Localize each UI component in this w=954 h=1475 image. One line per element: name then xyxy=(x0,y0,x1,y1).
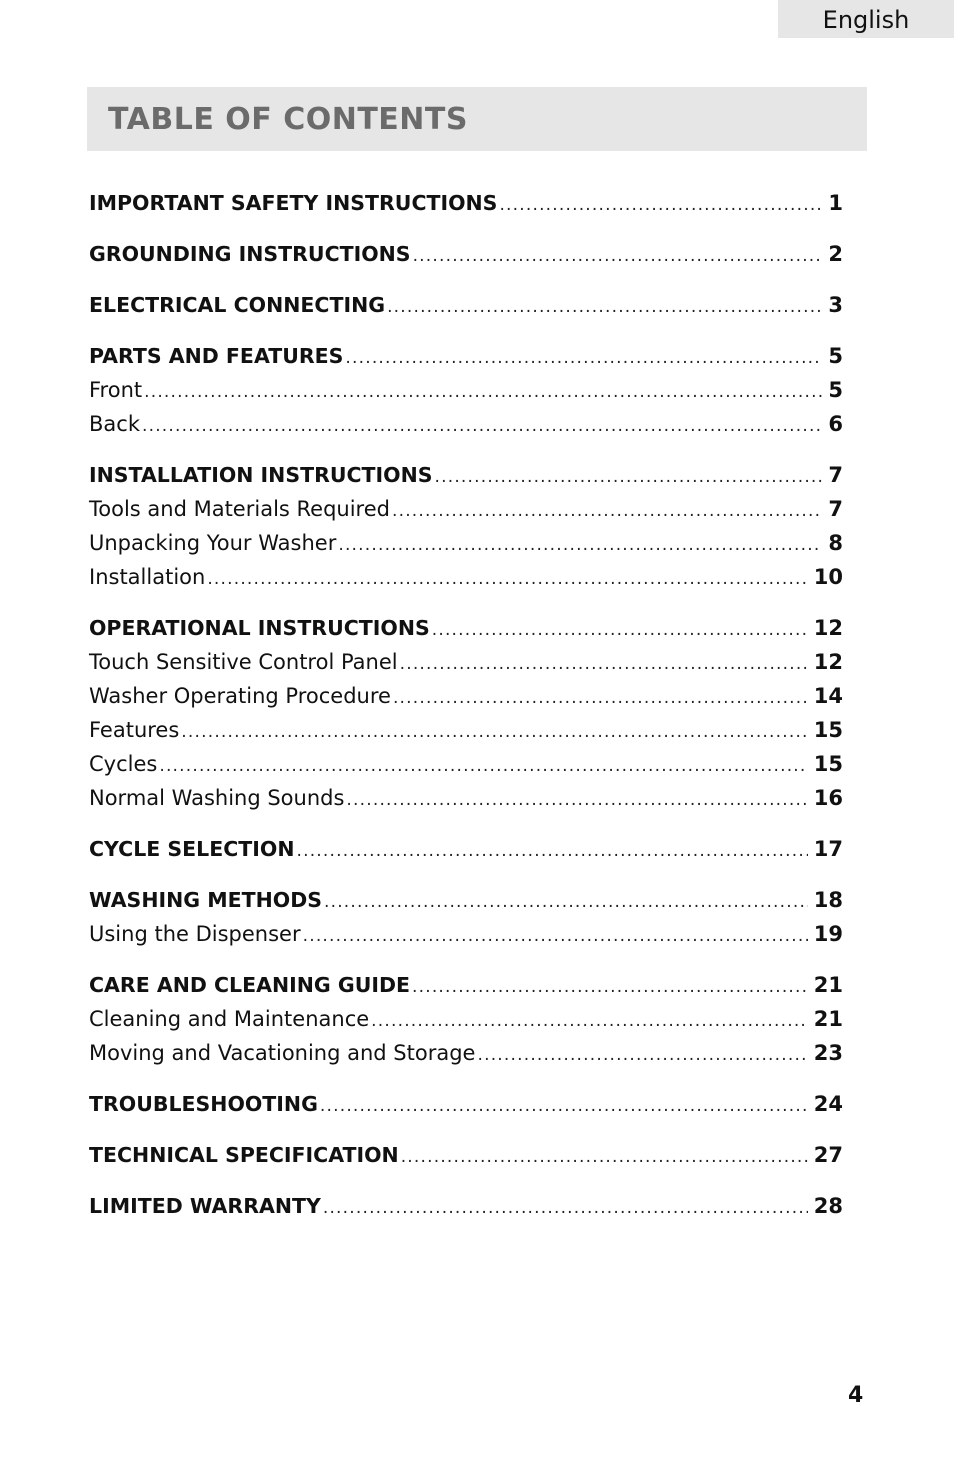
page-number: 4 xyxy=(848,1383,864,1408)
toc-entry-page: 24 xyxy=(813,1092,843,1116)
toc-entry-page: 21 xyxy=(813,1007,843,1031)
toc-entry-title: Installation xyxy=(89,565,206,589)
table-of-contents xyxy=(89,186,843,1240)
toc-entry-page: 7 xyxy=(828,463,843,487)
toc-section xyxy=(89,1138,843,1172)
dot-leader xyxy=(499,188,822,222)
toc-subentry[interactable] xyxy=(89,492,843,526)
toc-entry-title: Normal Washing Sounds xyxy=(89,786,345,810)
toc-entry-page: 6 xyxy=(828,412,843,436)
toc-entry-page: 16 xyxy=(813,786,843,810)
toc-entry-page: 5 xyxy=(828,344,843,368)
dot-leader xyxy=(324,885,808,919)
toc-entry-title: Unpacking Your Washer xyxy=(89,531,337,555)
dot-leader xyxy=(401,1140,808,1174)
toc-entry-page: 14 xyxy=(813,684,843,708)
toc-entry-page: 15 xyxy=(813,718,843,742)
toc-section-heading[interactable] xyxy=(89,968,843,1002)
toc-entry-title: OPERATIONAL INSTRUCTIONS xyxy=(89,616,430,640)
toc-section xyxy=(89,237,843,271)
toc-section-heading[interactable] xyxy=(89,339,843,373)
dot-leader xyxy=(296,834,807,868)
page-title: TABLE OF CONTENTS xyxy=(108,102,468,137)
toc-subentry[interactable] xyxy=(89,526,843,560)
toc-entry-title: Features xyxy=(89,718,180,742)
toc-section xyxy=(89,1189,843,1223)
toc-subentry[interactable] xyxy=(89,781,843,815)
toc-entry-page: 19 xyxy=(813,922,843,946)
toc-entry-title: LIMITED WARRANTY xyxy=(89,1194,321,1218)
toc-entry-title: TECHNICAL SPECIFICATION xyxy=(89,1143,399,1167)
toc-subentry[interactable] xyxy=(89,1036,843,1070)
dot-leader xyxy=(393,681,808,715)
toc-entry-page: 8 xyxy=(828,531,843,555)
toc-entry-page: 10 xyxy=(813,565,843,589)
toc-subentry[interactable] xyxy=(89,373,843,407)
toc-section xyxy=(89,458,843,594)
toc-entry-title: Front xyxy=(89,378,143,402)
dot-leader xyxy=(435,460,823,494)
toc-entry-page: 2 xyxy=(828,242,843,266)
toc-subentry[interactable] xyxy=(89,645,843,679)
toc-entry-title: TROUBLESHOOTING xyxy=(89,1092,318,1116)
dot-leader xyxy=(432,613,808,647)
toc-section-heading[interactable] xyxy=(89,611,843,645)
toc-section xyxy=(89,832,843,866)
toc-entry-title: Cleaning and Maintenance xyxy=(89,1007,370,1031)
dot-leader xyxy=(159,749,807,783)
toc-subentry[interactable] xyxy=(89,747,843,781)
dot-leader xyxy=(303,919,808,953)
dot-leader xyxy=(371,1004,808,1038)
toc-section xyxy=(89,1087,843,1121)
language-tab: English xyxy=(778,0,954,38)
dot-leader xyxy=(412,970,808,1004)
toc-entry-page: 21 xyxy=(813,973,843,997)
dot-leader xyxy=(392,494,822,528)
dot-leader xyxy=(207,562,807,596)
toc-entry-title: Using the Dispenser xyxy=(89,922,301,946)
toc-entry-page: 15 xyxy=(813,752,843,776)
toc-subentry[interactable] xyxy=(89,713,843,747)
toc-entry-page: 3 xyxy=(828,293,843,317)
toc-entry-page: 17 xyxy=(813,837,843,861)
dot-leader xyxy=(413,239,823,273)
dot-leader xyxy=(477,1038,807,1072)
dot-leader xyxy=(400,647,808,681)
toc-entry-title: Cycles xyxy=(89,752,158,776)
toc-subentry[interactable] xyxy=(89,560,843,594)
toc-entry-title: CYCLE SELECTION xyxy=(89,837,295,861)
dot-leader xyxy=(338,528,822,562)
toc-entry-title: Washer Operating Procedure xyxy=(89,684,391,708)
toc-entry-title: Moving and Vacationing and Storage xyxy=(89,1041,476,1065)
toc-entry-title: Tools and Materials Required xyxy=(89,497,390,521)
toc-subentry[interactable] xyxy=(89,407,843,441)
toc-section xyxy=(89,339,843,441)
toc-section-heading[interactable] xyxy=(89,1087,843,1121)
toc-entry-title: INSTALLATION INSTRUCTIONS xyxy=(89,463,433,487)
dot-leader xyxy=(387,290,822,324)
toc-subentry[interactable] xyxy=(89,917,843,951)
toc-entry-title: Back xyxy=(89,412,140,436)
toc-entry-title: GROUNDING INSTRUCTIONS xyxy=(89,242,411,266)
toc-section-heading[interactable] xyxy=(89,1138,843,1172)
dot-leader xyxy=(181,715,807,749)
toc-entry-page: 1 xyxy=(828,191,843,215)
toc-entry-page: 7 xyxy=(828,497,843,521)
toc-entry-title: Touch Sensitive Control Panel xyxy=(89,650,398,674)
toc-entry-title: ELECTRICAL CONNECTING xyxy=(89,293,386,317)
toc-entry-page: 12 xyxy=(813,616,843,640)
dot-leader xyxy=(346,783,807,817)
toc-section xyxy=(89,883,843,951)
toc-section-heading[interactable] xyxy=(89,458,843,492)
toc-section xyxy=(89,186,843,220)
toc-section-heading[interactable] xyxy=(89,883,843,917)
toc-entry-page: 12 xyxy=(813,650,843,674)
dot-leader xyxy=(142,409,822,443)
toc-entry-title: WASHING METHODS xyxy=(89,888,322,912)
dot-leader xyxy=(345,341,822,375)
title-bar xyxy=(87,87,867,151)
toc-subentry[interactable] xyxy=(89,1002,843,1036)
toc-section-heading[interactable] xyxy=(89,288,843,322)
toc-entry-title: CARE AND CLEANING GUIDE xyxy=(89,973,411,997)
toc-section xyxy=(89,968,843,1070)
toc-section xyxy=(89,288,843,322)
toc-entry-page: 23 xyxy=(813,1041,843,1065)
toc-entry-title: PARTS AND FEATURES xyxy=(89,344,344,368)
toc-section xyxy=(89,611,843,815)
dot-leader xyxy=(320,1089,808,1123)
toc-subentry[interactable] xyxy=(89,679,843,713)
toc-section-heading[interactable] xyxy=(89,237,843,271)
toc-entry-page: 5 xyxy=(828,378,843,402)
toc-entry-page: 28 xyxy=(813,1194,843,1218)
toc-section-heading[interactable] xyxy=(89,1189,843,1223)
dot-leader xyxy=(144,375,822,409)
toc-entry-page: 27 xyxy=(813,1143,843,1167)
toc-section-heading[interactable] xyxy=(89,832,843,866)
dot-leader xyxy=(323,1191,808,1225)
toc-section-heading[interactable] xyxy=(89,186,843,220)
toc-entry-title: IMPORTANT SAFETY INSTRUCTIONS xyxy=(89,191,498,215)
toc-entry-page: 18 xyxy=(813,888,843,912)
